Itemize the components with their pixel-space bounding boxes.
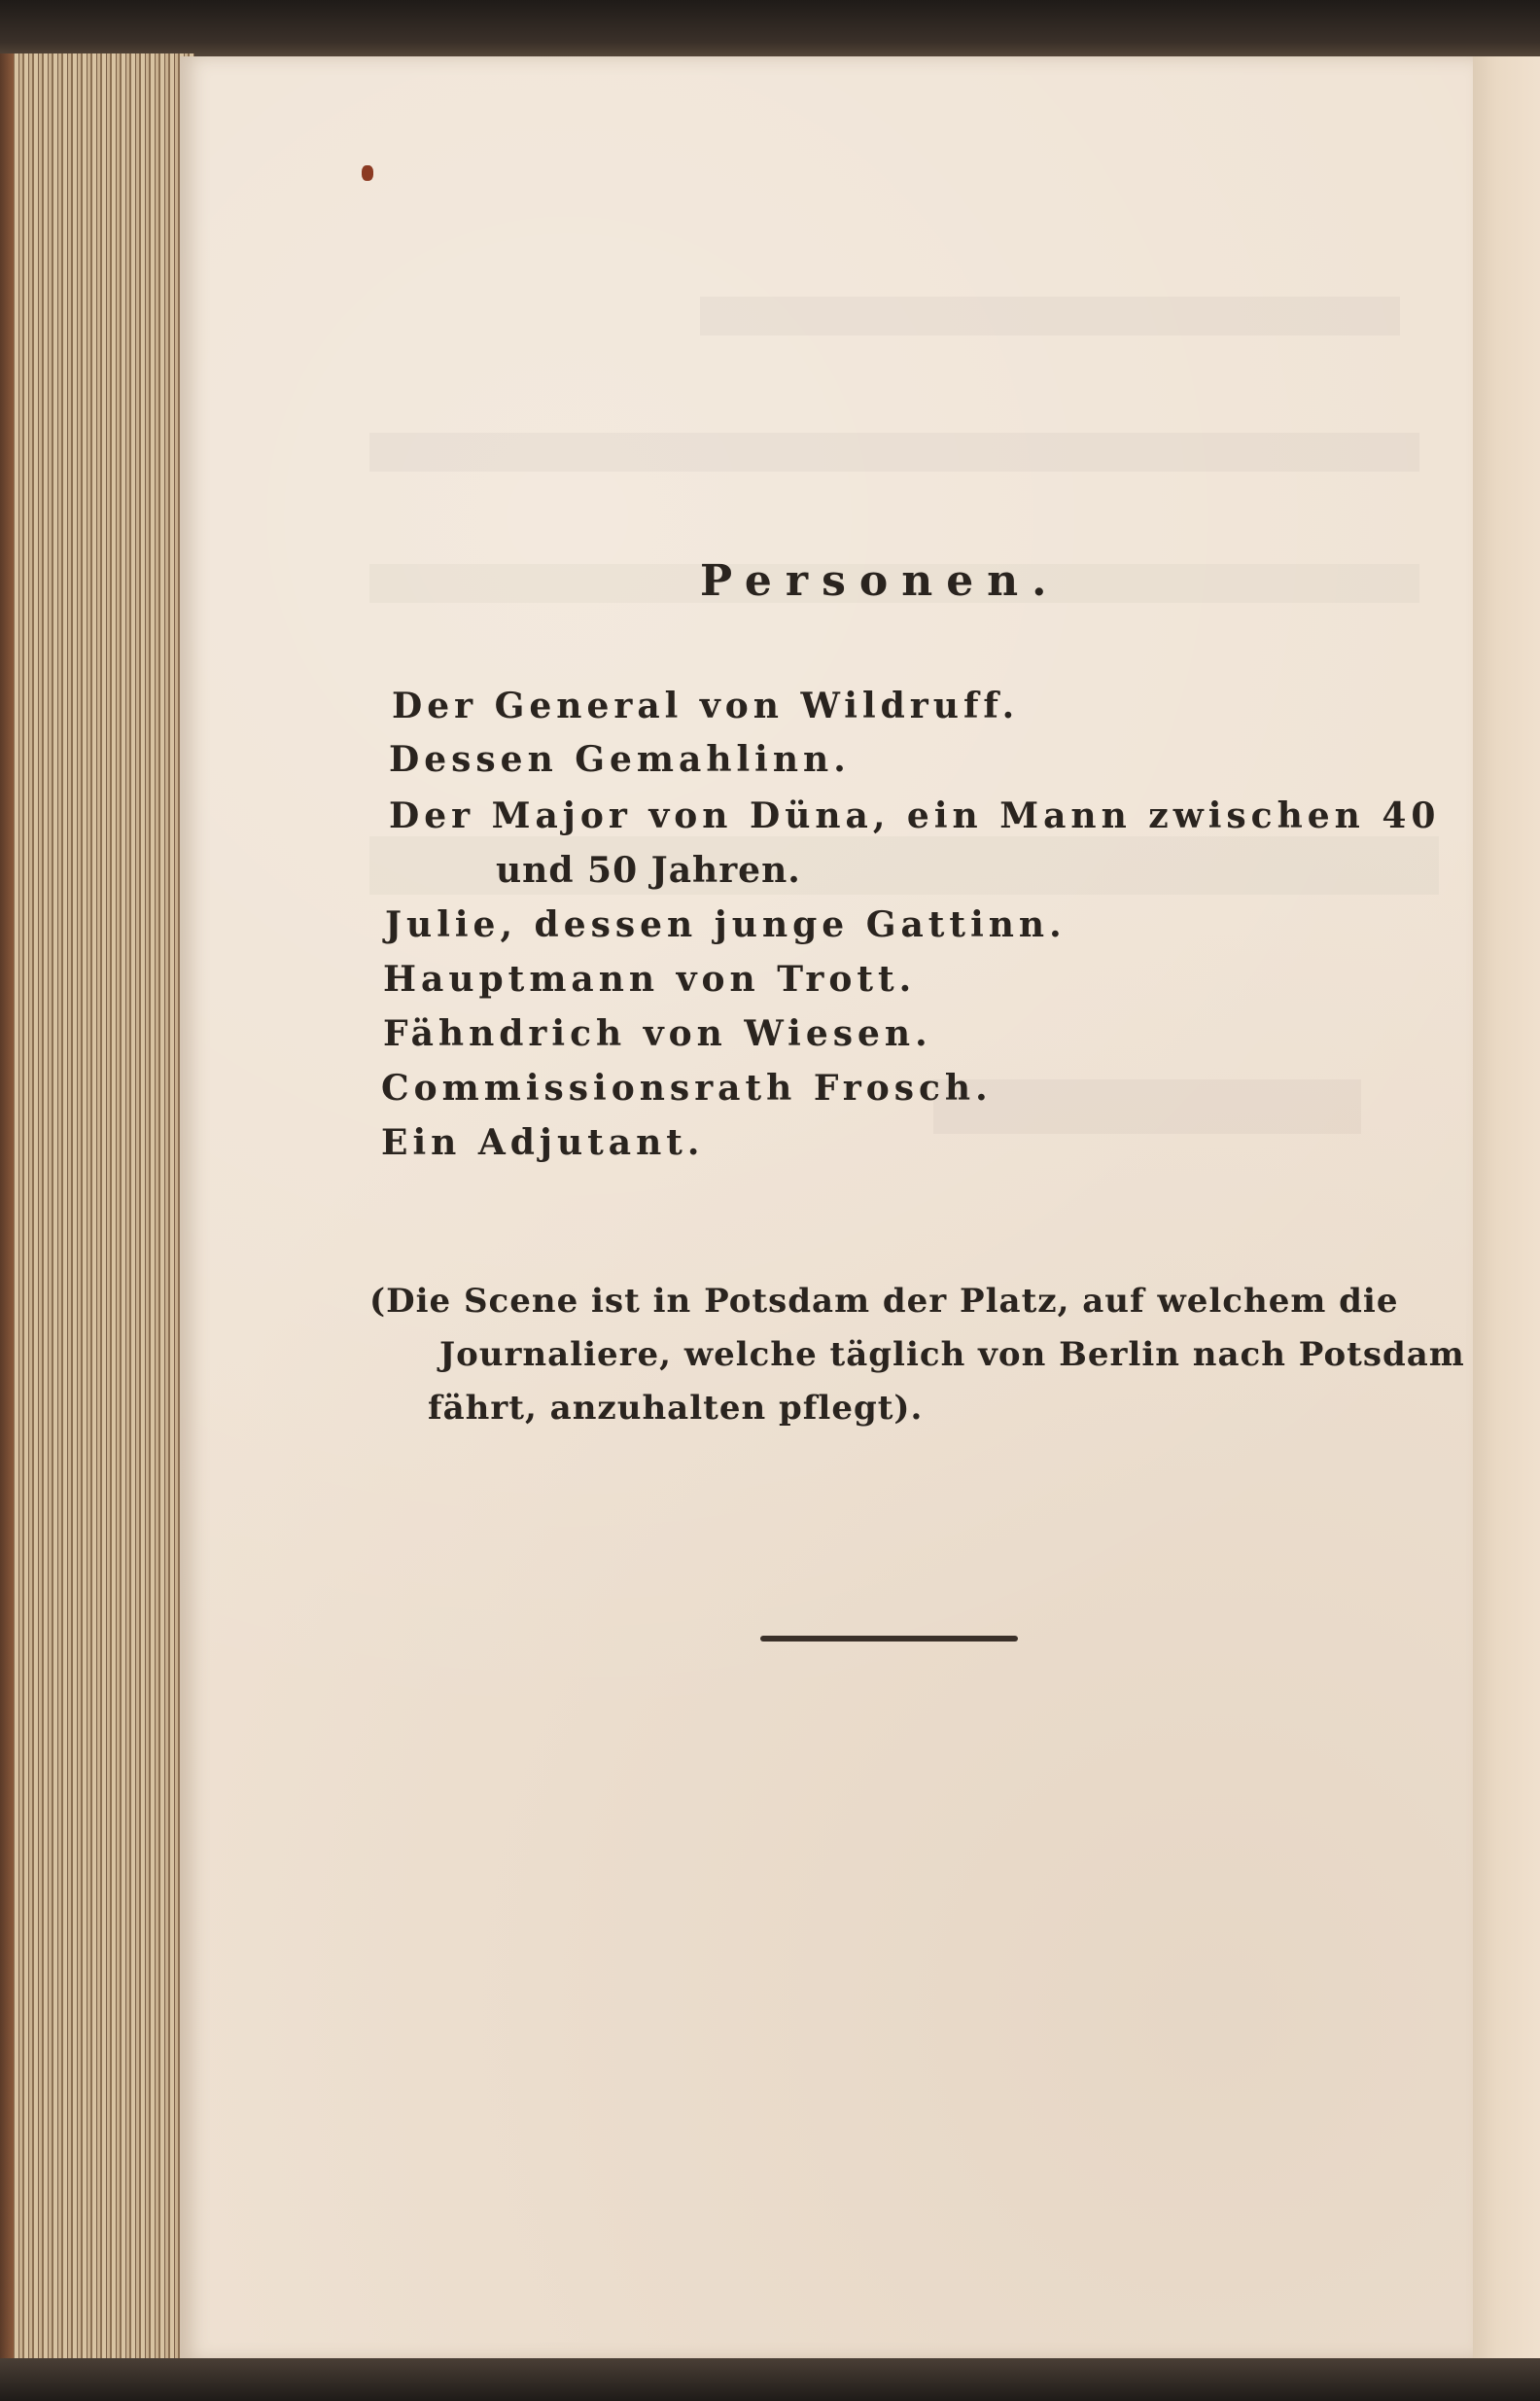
- scene-note-line: fährt, anzuhalten pflegt).: [428, 1389, 924, 1428]
- role-line: Hauptmann von Trott.: [383, 959, 917, 1000]
- role-line: Dessen Gemahlinn.: [389, 739, 851, 780]
- closing-rule: [760, 1636, 1018, 1642]
- role-line: und 50 Jahren.: [496, 850, 801, 891]
- binding-bottom: [0, 2358, 1540, 2401]
- scene-note-line: Journaliere, welche täglich von Berlin nach Potsdam: [439, 1335, 1465, 1374]
- scene-note-line: (Die Scene ist in Potsdam der Platz, auf welchem die: [369, 1282, 1399, 1321]
- bleed-through-text: [933, 1079, 1361, 1134]
- right-page-edge: [1463, 56, 1540, 2361]
- role-line: Fähndrich von Wiesen.: [383, 1013, 932, 1054]
- role-line: Julie, dessen junge Gattinn.: [385, 904, 1067, 945]
- ink-speck: [362, 165, 373, 181]
- page-title: Personen.: [700, 556, 1061, 606]
- binding-top: [0, 0, 1540, 60]
- role-line: Ein Adjutant.: [381, 1122, 705, 1163]
- role-line: Der General von Wildruff.: [392, 686, 1020, 726]
- page-edges: [0, 53, 194, 2363]
- role-line: Der Major von Düna, ein Mann zwischen 40: [389, 795, 1441, 836]
- page: [180, 56, 1473, 2361]
- bleed-through-text: [700, 297, 1400, 335]
- bleed-through-text: [369, 433, 1419, 472]
- role-line: Commissionsrath Frosch.: [381, 1068, 993, 1109]
